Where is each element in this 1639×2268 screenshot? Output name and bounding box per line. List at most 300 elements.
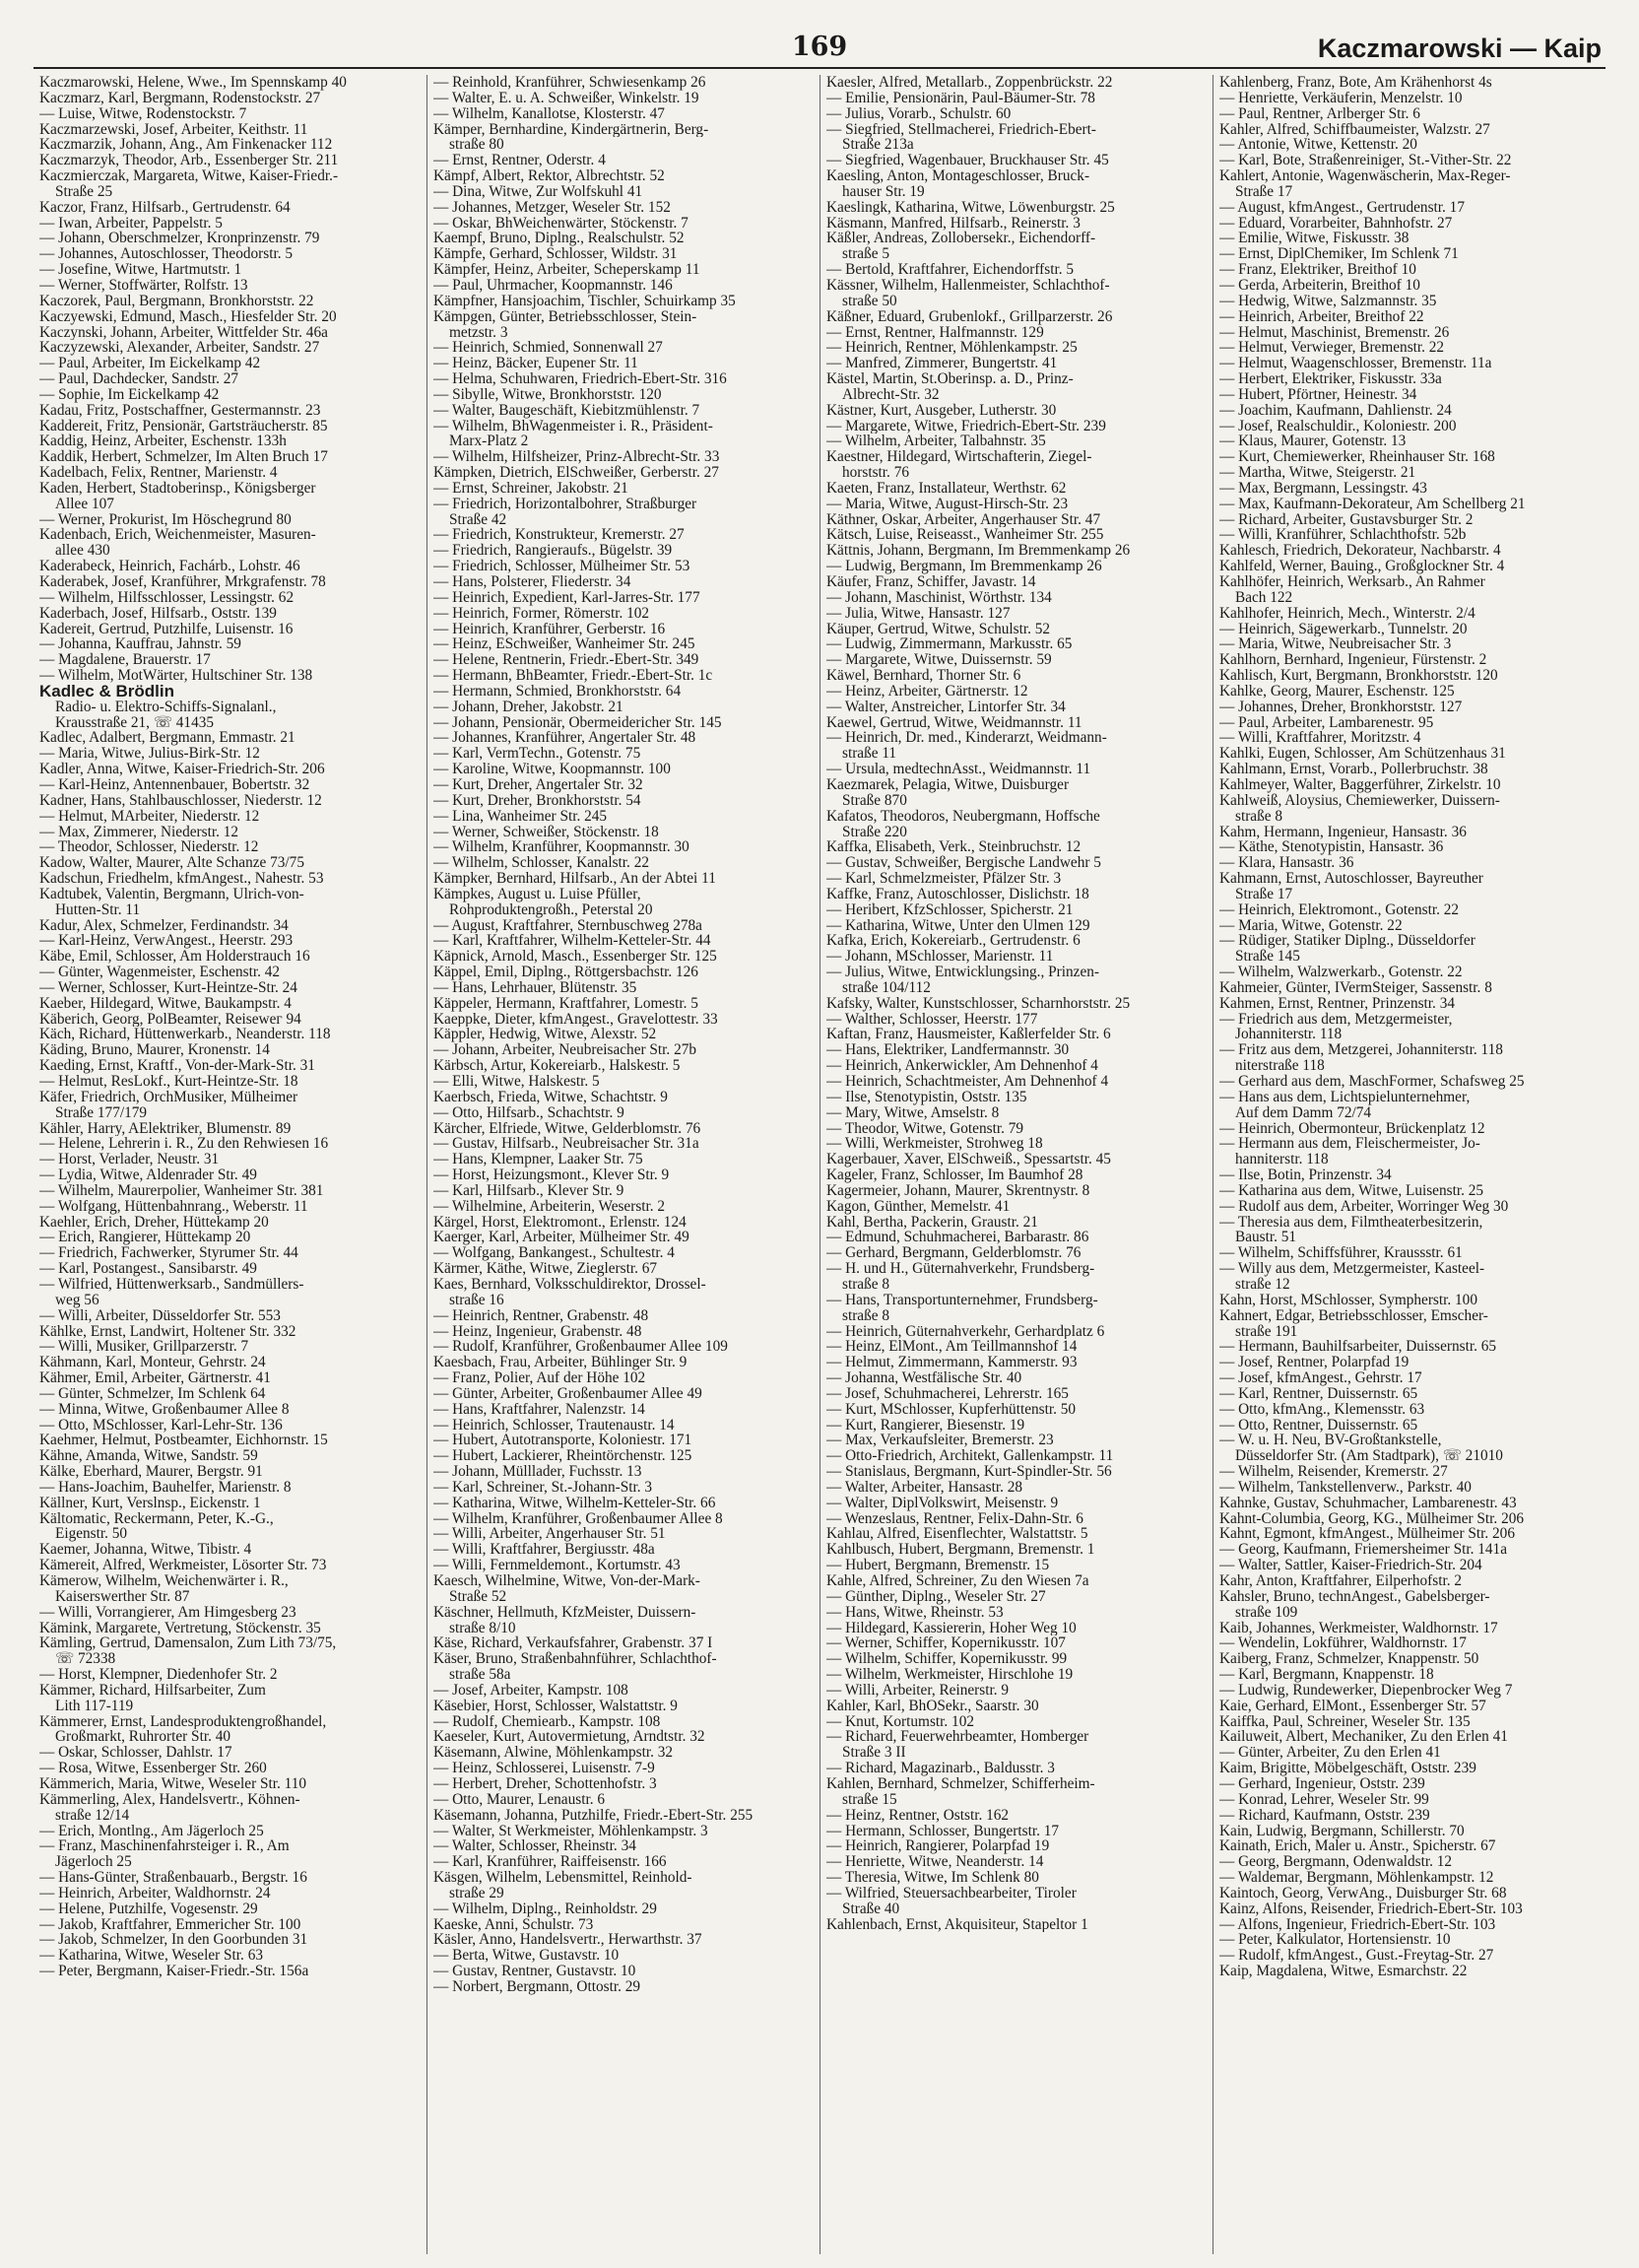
directory-entry-line: — Jakob, Schmelzer, In den Goorbunden 31 <box>39 1932 308 1949</box>
directory-entry-line: — Heinrich, Arbeiter, Breithof 22 <box>1219 308 1424 325</box>
directory-entry-line: — Norbert, Bergmann, Ottostr. 29 <box>433 1978 641 1995</box>
directory-entry-line: — Heinrich, Expedient, Karl-Jarres-Str. 177 <box>433 589 700 606</box>
directory-entry-line: — Paul, Arbeiter, Lambarenestr. 95 <box>1219 714 1434 731</box>
directory-entry-line: — Wilhelm, Schiffer, Kopernikusstr. 99 <box>826 1651 1068 1668</box>
directory-entry-line: — Wilhelm, Maurerpolier, Wanheimer Str. 381 <box>39 1182 324 1199</box>
directory-entry-line: — Kurt, MSchlosser, Kupferhüttenstr. 50 <box>826 1401 1077 1418</box>
directory-entry-line: — Johannes, Autoschlosser, Theodorstr. 5 <box>39 246 294 263</box>
directory-entry-line: — Walter, Schlosser, Rheinstr. 34 <box>433 1838 636 1855</box>
directory-entry-line: — Heinrich, Ankerwickler, Am Dehnenhof 4 <box>826 1058 1098 1074</box>
directory-entry-line: Kahmann, Ernst, Autoschlosser, Bayreuther <box>1219 871 1483 887</box>
directory-entry-line: Kaehler, Erich, Dreher, Hüttekamp 20 <box>39 1214 269 1231</box>
directory-entry-line: — Gerda, Arbeiterin, Breithof 10 <box>1219 277 1420 294</box>
directory-entry-line: straße 29 <box>449 1885 504 1901</box>
directory-entry-line: — Berta, Witwe, Gustavstr. 10 <box>433 1948 620 1965</box>
directory-entry-line: Kaestner, Hildegard, Wirtschafterin, Ziegel- <box>826 449 1092 466</box>
directory-entry-line: — Hans, Polsterer, Fliederstr. 34 <box>433 574 631 590</box>
directory-entry-line: Bach 122 <box>1235 589 1293 606</box>
directory-entry-line: Allee 107 <box>55 496 114 512</box>
directory-entry-line: straße 50 <box>842 293 897 309</box>
directory-entry-line: — Josef, Realschuldir., Koloniestr. 200 <box>1219 418 1457 434</box>
directory-entry-line: — Heinrich, Arbeiter, Waldhornstr. 24 <box>39 1885 271 1901</box>
directory-entry-line: Kaesling, Anton, Montageschlosser, Bruck- <box>826 168 1090 184</box>
directory-entry-line: Kahlki, Eugen, Schlosser, Am Schützenhaus 31 <box>1219 746 1506 763</box>
directory-entry-line: Kafatos, Theodoros, Neubergmann, Hoffsche <box>826 808 1100 825</box>
directory-entry-line: — Emilie, Pensionärin, Paul-Bäumer-Str. 78 <box>826 90 1095 106</box>
directory-entry-line: — Reinhold, Kranführer, Schwiesenkamp 26 <box>433 75 706 91</box>
directory-entry-line: Kaiffka, Paul, Schreiner, Weseler Str. 135 <box>1219 1713 1471 1730</box>
directory-entry-line: — W. u. H. Neu, BV-Großtankstelle, <box>1219 1433 1442 1449</box>
directory-entry-line: straße 8 <box>1235 808 1282 825</box>
directory-entry-line: — Heinrich, Dr. med., Kinderarzt, Weidmann- <box>826 730 1107 747</box>
directory-entry-line: — Walter, Sattler, Kaiser-Friedrich-Str. 204 <box>1219 1558 1482 1573</box>
directory-entry-line: Kagerbauer, Xaver, ElSchweiß., Spessartstr. 45 <box>826 1152 1111 1168</box>
directory-entry-line: — Richard, Arbeiter, Gustavsburger Str. 2 <box>1219 511 1474 528</box>
directory-entry-line: — Karl, Kranführer, Raiffeisenstr. 166 <box>433 1854 667 1871</box>
directory-entry-line: Kähmer, Emil, Arbeiter, Gärtnerstr. 41 <box>39 1370 271 1386</box>
directory-entry-line: — Margarete, Witwe, Friedrich-Ebert-Str. 239 <box>826 418 1106 434</box>
directory-entry-line: Kaip, Magdalena, Witwe, Esmarchstr. 22 <box>1219 1964 1468 1979</box>
directory-entry-line: — Karl, Postangest., Sansibarstr. 49 <box>39 1261 257 1277</box>
directory-entry-line: Kaintoch, Georg, VerwAng., Duisburger Str. 68 <box>1219 1885 1507 1901</box>
directory-entry-line: — Oskar, BhWeichenwärter, Stöckenstr. 7 <box>433 215 688 232</box>
directory-entry-line: Käwel, Bernhard, Thorner Str. 6 <box>826 668 1021 684</box>
directory-entry-line: — Heinrich, Schlosser, Trautenaustr. 14 <box>433 1417 675 1434</box>
directory-entry-line: Krausstraße 21, ☏ 41435 <box>55 714 215 731</box>
directory-entry-line: — Rosa, Witwe, Essenberger Str. 260 <box>39 1761 267 1776</box>
directory-entry-line: — Josef, Schuhmacherei, Lehrerstr. 165 <box>826 1385 1069 1402</box>
directory-entry-line: Kahnert, Edgar, Betriebsschlosser, Emscher- <box>1219 1307 1488 1324</box>
directory-entry-line: — Wilhelm, Hilfsschlosser, Lessingstr. 62 <box>39 589 295 606</box>
directory-entry-line: Kadner, Hans, Stahlbauschlosser, Niederstr. 12 <box>39 792 322 809</box>
directory-entry-line: Baustr. 51 <box>1235 1230 1297 1246</box>
directory-entry-line: Kadlec, Adalbert, Bergmann, Emmastr. 21 <box>39 730 295 747</box>
directory-entry-line: Kahmen, Ernst, Rentner, Prinzenstr. 34 <box>1219 995 1455 1012</box>
directory-entry-line: Kahlen, Bernhard, Schmelzer, Schifferheim- <box>826 1775 1095 1792</box>
directory-entry-line: Kahlweiß, Aloysius, Chemiewerker, Duissern- <box>1219 792 1500 809</box>
directory-entry-line: Kahlert, Antonie, Wagenwäscherin, Max-Reger- <box>1219 168 1511 184</box>
directory-entry-line: Straße 17 <box>1235 183 1293 200</box>
directory-entry-line: Käschner, Hellmuth, KfzMeister, Duissern- <box>433 1604 696 1621</box>
directory-entry-line: Kadler, Anna, Witwe, Kaiser-Friedrich-Str. 206 <box>39 762 325 777</box>
directory-entry-line: Kadau, Fritz, Postschaffner, Gestermannstr. 23 <box>39 402 321 419</box>
directory-entry-line: Kaeseler, Kurt, Autovermietung, Arndtstr. 32 <box>433 1729 705 1746</box>
directory-entry-line: Kaczmarzyk, Theodor, Arb., Essenberger Str. 211 <box>39 153 339 169</box>
directory-entry-line: — Günther, Diplng., Weseler Str. 27 <box>826 1588 1046 1605</box>
directory-entry-line: Kämereit, Alfred, Werkmeister, Lösorter Str. 73 <box>39 1558 327 1573</box>
directory-entry-line: — Helmut, Maschinist, Bremenstr. 26 <box>1219 324 1450 341</box>
directory-entry-line: Kästner, Kurt, Ausgeber, Lutherstr. 30 <box>826 402 1057 419</box>
directory-entry-line: Käsemann, Johanna, Putzhilfe, Friedr.-Ebert-Str. 255 <box>433 1807 754 1824</box>
directory-entry-line: — Friedrich, Rangieraufs., Bügelstr. 39 <box>433 543 673 560</box>
directory-entry-line: — Paul, Arbeiter, Im Eickelkamp 42 <box>39 356 261 372</box>
directory-entry-line: — Helene, Lehrerin i. R., Zu den Rehwiesen 16 <box>39 1136 329 1153</box>
directory-entry-line: — Heinrich, Sägewerkarb., Tunnelstr. 20 <box>1219 621 1468 637</box>
directory-entry-line: Straße 213a <box>842 137 914 154</box>
directory-entry-line: Kaderabek, Josef, Kranführer, Mrkgrafenstr. 78 <box>39 574 326 590</box>
directory-entry-line: straße 58a <box>449 1667 511 1683</box>
directory-entry-line: — Ernst, Rentner, Oderstr. 4 <box>433 153 606 169</box>
directory-entry-line: — Maria, Witwe, August-Hirsch-Str. 23 <box>826 496 1069 512</box>
directory-entry-line: Käuper, Gertrud, Witwe, Schulstr. 52 <box>826 621 1051 637</box>
directory-entry-line: — Wilhelm, Schiffsführer, Kraussstr. 61 <box>1219 1245 1463 1262</box>
directory-entry-line: Kadelbach, Felix, Rentner, Marienstr. 4 <box>39 465 278 481</box>
directory-entry-line: — Johann, Oberschmelzer, Kronprinzenstr. 79 <box>39 231 320 247</box>
directory-entry-line: — Willi, Kraftfahrer, Bergiusstr. 48a <box>433 1542 655 1559</box>
directory-entry-line: straße 104/112 <box>842 979 931 996</box>
directory-entry-line: — Helene, Rentnerin, Friedr.-Ebert-Str. 349 <box>433 652 699 669</box>
directory-entry-line: — Sophie, Im Eickelkamp 42 <box>39 386 220 403</box>
directory-entry-line: Kadenbach, Erich, Weichenmeister, Masuren- <box>39 527 316 544</box>
directory-entry-line: Straße 870 <box>842 792 907 809</box>
directory-entry-line: Kadereit, Gertrud, Putzhilfe, Luisenstr. 16 <box>39 621 294 637</box>
column-4 <box>1213 75 1606 2254</box>
directory-entry-line: Kahlhofer, Heinrich, Mech., Winterstr. 2/4 <box>1219 605 1475 622</box>
directory-entry-line: — Hubert, Pförtner, Heinestr. 34 <box>1219 386 1417 403</box>
directory-entry-line: Kaderabeck, Heinrich, Fachárb., Lohstr. 46 <box>39 559 300 574</box>
directory-entry-line: — Elli, Witwe, Halskestr. 5 <box>433 1074 600 1090</box>
directory-entry-line: — Hans aus dem, Lichtspielunternehmer, <box>1219 1089 1471 1105</box>
directory-entry-line: Kahnt-Columbia, Georg, KG., Mülheimer Str. 206 <box>1219 1510 1525 1527</box>
directory-entry-line: — Heinz, Ingenieur, Grabenstr. 48 <box>433 1323 642 1340</box>
directory-entry-line: Straße 17 <box>1235 886 1293 902</box>
directory-entry-line: Kämpken, Dietrich, ElSchweißer, Gerberstr. 27 <box>433 465 719 481</box>
directory-entry-line: — Günter, Arbeiter, Zu den Erlen 41 <box>1219 1745 1441 1762</box>
directory-entry-line: Kaerger, Karl, Arbeiter, Mülheimer Str. 49 <box>433 1230 689 1246</box>
directory-entry-line: — Karoline, Witwe, Koopmannstr. 100 <box>433 762 671 777</box>
directory-entry-line: Kaeppke, Dieter, kfmAngest., Gravelottestr. 33 <box>433 1011 718 1028</box>
directory-entry-line: Kaczorek, Paul, Bergmann, Bronkhorststr. 22 <box>39 293 314 309</box>
directory-entry-line: Käthner, Oskar, Arbeiter, Angerhauser Str. 47 <box>826 511 1101 528</box>
directory-entry-line: — Max, Kaufmann-Dekorateur, Am Schellberg 21 <box>1219 496 1526 512</box>
directory-entry-line: — Heinrich, Rentner, Möhlenkampstr. 25 <box>826 340 1078 357</box>
directory-entry-line: Kämerow, Wilhelm, Weichenwärter i. R., <box>39 1573 289 1589</box>
directory-entry-line: — Ernst, DiplChemiker, Im Schlenk 71 <box>1219 246 1459 263</box>
directory-entry-line: — Hermann aus dem, Fleischermeister, Jo- <box>1219 1136 1480 1153</box>
directory-entry-line: — Walther, Schlosser, Heerstr. 177 <box>826 1011 1038 1028</box>
directory-entry-line: Kadtubek, Valentin, Bergmann, Ulrich-von- <box>39 886 304 902</box>
directory-entry-line: Kaesbach, Frau, Arbeiter, Bühlinger Str. 9 <box>433 1355 688 1371</box>
column-3 <box>820 75 1213 2254</box>
directory-entry-line: — Ilse, Botin, Prinzenstr. 34 <box>1219 1167 1392 1183</box>
directory-entry-line: straße 109 <box>1235 1604 1298 1621</box>
directory-entry-line: Kaes, Bernhard, Volksschuldirektor, Drossel- <box>433 1276 706 1293</box>
directory-entry-line: — Gerhard aus dem, MaschFormer, Schafsweg 25 <box>1219 1074 1525 1090</box>
directory-entry-line: — Max, Zimmerer, Niederstr. 12 <box>39 824 239 840</box>
directory-entry-line: Kadschun, Friedhelm, kfmAngest., Nahestr. 53 <box>39 871 324 887</box>
page-number: 169 <box>791 32 848 62</box>
directory-entry-line: Kaczmarzik, Johann, Ang., Am Finkenacker 112 <box>39 137 333 154</box>
directory-entry-line: — Katharina, Witwe, Wilhelm-Ketteler-Str. 66 <box>433 1495 716 1511</box>
directory-entry-line: Kaczmierczak, Margareta, Witwe, Kaiser-Friedr.- <box>39 168 339 184</box>
directory-entry-line: Johanniterstr. 118 <box>1235 1027 1343 1043</box>
directory-entry-line: — Otto, MSchlosser, Karl-Lehr-Str. 136 <box>39 1417 283 1434</box>
directory-entry-line: — Walter, DiplVolkswirt, Meisenstr. 9 <box>826 1495 1059 1511</box>
directory-entry-line: — Helene, Putzhilfe, Vogesenstr. 29 <box>39 1901 258 1917</box>
directory-entry-line: Kaeslingk, Katharina, Witwe, Löwenburgstr. 25 <box>826 199 1115 216</box>
directory-entry-line: Käppel, Emil, Diplng., Röttgersbachstr. 126 <box>433 965 698 980</box>
directory-entry-line: Kagermeier, Johann, Maurer, Skrentnystr. 8 <box>826 1182 1090 1199</box>
directory-entry-line: Kaczmarz, Karl, Bergmann, Rodenstockstr. 27 <box>39 90 321 106</box>
directory-entry-line: — Johann, MSchlosser, Marienstr. 11 <box>826 949 1054 966</box>
directory-entry-line: Kättnis, Johann, Bergmann, Im Bremmenkamp 26 <box>826 543 1131 560</box>
directory-entry-line: Kahlisch, Kurt, Bergmann, Bronkhorststr. 120 <box>1219 668 1498 684</box>
directory-entry-line: — Helma, Schuhwaren, Friedrich-Ebert-Str. 316 <box>433 371 727 387</box>
directory-entry-line: — Rudolf, Kranführer, Großenbaumer Allee 109 <box>433 1339 728 1356</box>
directory-entry-line: — Franz, Elektriker, Breithof 10 <box>1219 262 1416 278</box>
directory-entry-line: Kämper, Bernhardine, Kindergärtnerin, Berg- <box>433 121 709 138</box>
directory-entry-line: Düsseldorfer Str. (Am Stadtpark), ☏ 21010 <box>1235 1448 1503 1465</box>
directory-entry-line: — Martha, Witwe, Steigerstr. 21 <box>1219 465 1416 481</box>
column-2 <box>426 75 820 2254</box>
directory-entry-line: Straße 40 <box>842 1901 900 1917</box>
directory-entry-line: Kahlau, Alfred, Eisenflechter, Walstattstr. 5 <box>826 1526 1088 1543</box>
directory-entry-line: — Kurt, Dreher, Angertaler Str. 32 <box>433 776 643 793</box>
directory-entry-line: Kaczor, Franz, Hilfsarb., Gertrudenstr. 64 <box>39 199 291 216</box>
directory-entry-line: — Erich, Rangierer, Hüttekamp 20 <box>39 1230 251 1246</box>
directory-entry-line: — Johanna, Westfälische Str. 40 <box>826 1370 1022 1386</box>
directory-entry-line: straße 12 <box>1235 1276 1290 1293</box>
directory-entry-line: — Heinz, Arbeiter, Gärtnerstr. 12 <box>826 683 1028 700</box>
directory-entry-line: — Wendelin, Lokführer, Waldhornstr. 17 <box>1219 1635 1467 1652</box>
directory-entry-line: Käbe, Emil, Schlosser, Am Holderstrauch 16 <box>39 949 310 966</box>
directory-entry-line: — Margarete, Witwe, Duissernstr. 59 <box>826 652 1052 669</box>
directory-entry-line: — Heinrich, Güternahverkehr, Gerhardplatz 6 <box>826 1323 1105 1340</box>
directory-entry-line: Kahl, Bertha, Packerin, Graustr. 21 <box>826 1214 1038 1231</box>
directory-entry-line: Käufer, Franz, Schiffer, Javastr. 14 <box>826 574 1036 590</box>
directory-entry-line: Kahlhöfer, Heinrich, Werksarb., An Rahmer <box>1219 574 1485 590</box>
directory-entry-line: Kaewel, Gertrud, Witwe, Weidmannstr. 11 <box>826 714 1082 731</box>
directory-entry-line: — Knut, Kortumstr. 102 <box>826 1713 974 1730</box>
directory-entry-line: — Friedrich, Fachwerker, Styrumer Str. 44 <box>39 1245 298 1262</box>
directory-entry-line: Kählke, Ernst, Landwirt, Holtener Str. 332 <box>39 1323 296 1340</box>
directory-entry-line: — Julia, Witwe, Hansastr. 127 <box>826 605 1011 622</box>
directory-entry-line: — Gustav, Schweißer, Bergische Landwehr 5 <box>826 855 1101 872</box>
directory-entry-line: — Theresia, Witwe, Im Schlenk 80 <box>826 1870 1039 1886</box>
directory-entry-line: — Maria, Witwe, Julius-Birk-Str. 12 <box>39 746 260 763</box>
directory-entry-line: — Wolfgang, Bankangest., Schultestr. 4 <box>433 1245 675 1262</box>
directory-entry-line: — Willi, Musiker, Grillparzerstr. 7 <box>39 1339 249 1356</box>
directory-entry-line: — Ilse, Stenotypistin, Oststr. 135 <box>826 1089 1027 1105</box>
directory-entry-line: Käsebier, Horst, Schlosser, Walstattstr. 9 <box>433 1698 678 1714</box>
directory-entry-line: Kaffka, Elisabeth, Verk., Steinbruchstr. 12 <box>826 839 1082 856</box>
directory-entry-line: straße 12/14 <box>55 1807 130 1824</box>
directory-entry-line: — Josef, Arbeiter, Kampstr. 108 <box>433 1682 628 1699</box>
directory-entry-line: Kahlfeld, Werner, Bauing., Großglockner Str. 4 <box>1219 559 1505 574</box>
directory-entry-line: Kähne, Amanda, Witwe, Sandstr. 59 <box>39 1448 258 1465</box>
directory-entry-line: Kaib, Johannes, Werkmeister, Waldhornstr. 17 <box>1219 1620 1498 1636</box>
directory-entry-line: straße 5 <box>842 246 889 263</box>
directory-entry-line: — Katharina, Witwe, Unter den Ulmen 129 <box>826 917 1090 934</box>
directory-entry-line: — Johannes, Metzger, Weseler Str. 152 <box>433 199 671 216</box>
directory-entry-line: Kaiberg, Franz, Schmelzer, Knappenstr. 50 <box>1219 1651 1479 1668</box>
directory-entry-line: — Otto, kfmAng., Klemensstr. 63 <box>1219 1401 1425 1418</box>
directory-entry-line: Radio- u. Elektro-Schiffs-Signalanl., <box>55 699 277 715</box>
directory-entry-line: — Günter, Arbeiter, Großenbaumer Allee 49 <box>433 1385 702 1402</box>
directory-entry-line: — Max, Bergmann, Lessingstr. 43 <box>1219 480 1427 497</box>
directory-entry-line: — Josef, Rentner, Polarpfad 19 <box>1219 1355 1410 1371</box>
directory-entry-line: — Peter, Bergmann, Kaiser-Friedr.-Str. 156a <box>39 1964 309 1979</box>
directory-entry-line: — Willi, Kranführer, Schlachthofstr. 52b <box>1219 527 1467 544</box>
directory-entry-line: — Theodor, Witwe, Gotenstr. 79 <box>826 1120 1024 1137</box>
directory-entry-line: weg 56 <box>55 1292 99 1308</box>
directory-entry-line: — Karl, Rentner, Duissernstr. 65 <box>1219 1385 1418 1402</box>
directory-entry-line: — Walter, E. u. A. Schweißer, Winkelstr. 19 <box>433 90 699 106</box>
directory-entry-line: — Bertold, Kraftfahrer, Eichendorffstr. 5 <box>826 262 1074 278</box>
directory-entry-line: — Klaus, Maurer, Gotenstr. 13 <box>1219 434 1407 450</box>
directory-entry-line: — Otto, Maurer, Lenaustr. 6 <box>433 1791 605 1808</box>
directory-entry-line: — Willi, Kraftfahrer, Moritzstr. 4 <box>1219 730 1421 747</box>
directory-entry-line: Marx-Platz 2 <box>449 434 529 450</box>
directory-entry-line: Käser, Bruno, Straßenbahnführer, Schlachthof- <box>433 1651 717 1668</box>
directory-entry-line: — Horst, Klempner, Diedenhofer Str. 2 <box>39 1667 278 1683</box>
directory-entry-line: Straße 3 II <box>842 1745 906 1762</box>
directory-entry-line: — Richard, Feuerwehrbeamter, Homberger <box>826 1729 1089 1746</box>
directory-entry-line: — Mary, Witwe, Amselstr. 8 <box>826 1104 1000 1121</box>
directory-entry-line: Kaerbsch, Frieda, Witwe, Schachtstr. 9 <box>433 1089 668 1105</box>
directory-entry-line: Kahlmann, Ernst, Vorarb., Pollerbruchstr. 38 <box>1219 762 1488 777</box>
directory-entry-line: Kämpgen, Günter, Betriebsschlosser, Stein- <box>433 308 697 325</box>
directory-entry-line: Kahlbusch, Hubert, Bergmann, Bremenstr. 1 <box>826 1542 1095 1559</box>
directory-entry-line: — Rudolf, kfmAngest., Gust.-Freytag-Str. 27 <box>1219 1948 1494 1965</box>
directory-entry-line: — Friedrich, Schlosser, Mülheimer Str. 53 <box>433 559 690 574</box>
directory-entry-line: — Waldemar, Bergmann, Möhlenkampstr. 12 <box>1219 1870 1494 1886</box>
directory-entry-line: Kainath, Erich, Maler u. Anstr., Spicherstr. 67 <box>1219 1838 1496 1855</box>
directory-entry-line: — Heinz, ElMont., Am Teillmannshof 14 <box>826 1339 1078 1356</box>
directory-entry-line: — Günter, Schmelzer, Im Schlenk 64 <box>39 1385 266 1402</box>
directory-entry-line: — Siegfried, Stellmacherei, Friedrich-Ebert- <box>826 121 1096 138</box>
directory-entry-line: Jägerloch 25 <box>55 1854 132 1871</box>
directory-entry-line: straße 191 <box>1235 1323 1298 1340</box>
directory-entry-line: — Hubert, Lackierer, Rheintörchenstr. 125 <box>433 1448 692 1465</box>
directory-entry-line: — Kurt, Rangierer, Biesenstr. 19 <box>826 1417 1025 1434</box>
directory-entry-line: Kaddereit, Fritz, Pensionär, Gartsträucherstr. 85 <box>39 418 328 434</box>
directory-entry-line: Kaczyzewski, Alexander, Arbeiter, Sandstr. 27 <box>39 340 320 357</box>
directory-entry-line: Kärbsch, Artur, Kokereiarb., Halskestr. 5 <box>433 1058 681 1074</box>
directory-entry-line: Käch, Richard, Hüttenwerkarb., Neanderstr. 118 <box>39 1027 331 1043</box>
running-head: Kaczmarowski — Kaip <box>1317 33 1602 63</box>
directory-entry-line: — Heinrich, Kranführer, Gerberstr. 16 <box>433 621 666 637</box>
directory-entry-line: — Willi, Werkmeister, Strohweg 18 <box>826 1136 1043 1153</box>
directory-entry-line: — Gustav, Rentner, Gustavstr. 10 <box>433 1964 636 1979</box>
directory-entry-line: Kämmerer, Ernst, Landesproduktengroßhandel, <box>39 1713 327 1730</box>
directory-entry-line: Kahm, Hermann, Ingenieur, Hansastr. 36 <box>1219 824 1467 840</box>
directory-entry-line: — Heinrich, Rangierer, Polarpfad 19 <box>826 1838 1050 1855</box>
directory-entry-line: — Peter, Kalkulator, Hortensienstr. 10 <box>1219 1932 1451 1949</box>
directory-entry-line: — Ludwig, Rundewerker, Diepenbrocker Weg 7 <box>1219 1682 1513 1699</box>
directory-entry-line: — Karl, Schreiner, St.-Johann-Str. 3 <box>433 1479 653 1496</box>
directory-entry-line: Kärcher, Elfriede, Witwe, Gelderblomstr. 76 <box>433 1120 701 1137</box>
directory-entry-line: — Gerhard, Bergmann, Gelderblomstr. 76 <box>826 1245 1082 1262</box>
directory-entry-line: — Otto-Friedrich, Architekt, Gallenkampstr. 11 <box>826 1448 1114 1465</box>
directory-entry-line: — Wilhelm, Arbeiter, Talbahnstr. 35 <box>826 434 1046 450</box>
directory-entry-line: — Emilie, Witwe, Fiskusstr. 38 <box>1219 231 1410 247</box>
directory-entry-line: — Hans, Klempner, Laaker Str. 75 <box>433 1152 643 1168</box>
directory-entry-line: Käppeler, Hermann, Kraftfahrer, Lomestr. 5 <box>433 995 698 1012</box>
directory-entry-line: Käsemann, Alwine, Möhlenkampstr. 32 <box>433 1745 674 1762</box>
directory-entry-line: Kaeten, Franz, Installateur, Werthstr. 62 <box>826 480 1067 497</box>
directory-entry-line: — Rudolf aus dem, Arbeiter, Worringer Weg 30 <box>1219 1198 1509 1215</box>
directory-entry-line: — Eduard, Vorarbeiter, Bahnhofstr. 27 <box>1219 215 1453 232</box>
directory-entry-line: — Paul, Rentner, Arlberger Str. 6 <box>1219 105 1420 122</box>
directory-entry-line: — Heinrich, Former, Römerstr. 102 <box>433 605 650 622</box>
directory-entry-line: Kämpker, Bernhard, Hilfsarb., An der Abtei 11 <box>433 871 716 887</box>
directory-entry-line: — Werner, Schlosser, Kurt-Heintze-Str. 24 <box>39 979 297 996</box>
directory-entry-line: — Wilhelm, Tankstellenverw., Parkstr. 40 <box>1219 1479 1472 1496</box>
directory-entry-line: horststr. 76 <box>842 465 909 481</box>
directory-entry-line: — Hans, Kraftfahrer, Nalenzstr. 14 <box>433 1401 645 1418</box>
directory-entry-line: — Horst, Verlader, Neustr. 31 <box>39 1152 220 1168</box>
directory-entry-line: Straße 145 <box>1235 949 1300 966</box>
directory-entry-line: Käpnick, Arnold, Masch., Essenberger Str. 125 <box>433 949 717 966</box>
directory-entry-line: — Max, Verkaufsleiter, Bremerstr. 23 <box>826 1433 1054 1449</box>
directory-entry-line: — Kurt, Dreher, Bronkhorststr. 54 <box>433 792 641 809</box>
directory-entry-line: — Heinrich, Rentner, Grabenstr. 48 <box>433 1307 649 1324</box>
directory-entry-line: Kahsler, Bruno, technAngest., Gabelsberger- <box>1219 1588 1490 1605</box>
directory-entry-line: — Heribert, KfzSchlosser, Spicherstr. 21 <box>826 901 1074 918</box>
directory-entry-line: — Heinrich, Schachtmeister, Am Dehnenhof 4 <box>826 1074 1109 1090</box>
directory-entry-line: — Wilhelm, Werkmeister, Hirschlohe 19 <box>826 1667 1074 1683</box>
directory-entry-line: Käse, Richard, Verkaufsfahrer, Grabenstr. 37 I <box>433 1635 713 1652</box>
directory-entry-line: — Erich, Montlng., Am Jägerloch 25 <box>39 1823 264 1839</box>
directory-entry-line: — Johann, Dreher, Jakobstr. 21 <box>433 699 623 715</box>
directory-entry-line: — Karl, Schmelzmeister, Pfälzer Str. 3 <box>826 871 1062 887</box>
directory-entry-line: — Willi, Vorrangierer, Am Himgesberg 23 <box>39 1604 296 1621</box>
directory-entry-line: Kässner, Wilhelm, Hallenmeister, Schlachthof- <box>826 277 1110 294</box>
directory-entry-line: — Henriette, Witwe, Neanderstr. 14 <box>826 1854 1044 1871</box>
directory-entry-line: — Alfons, Ingenieur, Friedrich-Ebert-Str. 103 <box>1219 1916 1496 1933</box>
directory-entry-line: — Siegfried, Wagenbauer, Bruckhauser Str. 45 <box>826 153 1109 169</box>
directory-entry-line: — Katharina aus dem, Witwe, Luisenstr. 25 <box>1219 1182 1484 1199</box>
directory-entry-line: — Julius, Witwe, Entwicklungsing., Prinzen- <box>826 965 1099 980</box>
directory-entry-line: Kaderbach, Josef, Hilfsarb., Oststr. 139 <box>39 605 277 622</box>
directory-entry-line: Kaffke, Franz, Autoschlosser, Dislichstr. 18 <box>826 886 1089 902</box>
directory-entry-line: Rohproduktengroßh., Peterstal 20 <box>449 901 653 918</box>
directory-entry-line: — Werner, Schweißer, Stöckenstr. 18 <box>433 824 659 840</box>
directory-entry-line: Kaim, Brigitte, Möbelgeschäft, Oststr. 239 <box>1219 1761 1476 1776</box>
directory-entry-line: — Willi, Arbeiter, Angerhauser Str. 51 <box>433 1526 666 1543</box>
directory-entry-line: — Gustav, Hilfsarb., Neubreisacher Str. 31a <box>433 1136 699 1153</box>
directory-entry-line: — Heinz, Rentner, Oststr. 162 <box>826 1807 1010 1824</box>
directory-entry-line: — Manfred, Zimmerer, Bungertstr. 41 <box>826 356 1058 372</box>
directory-entry-line: Kadow, Walter, Maurer, Alte Schanze 73/75 <box>39 855 304 872</box>
directory-entry-line: straße 8/10 <box>449 1620 516 1636</box>
column-1 <box>33 75 426 2254</box>
directory-entry-line: — Wilhelm, Kranführer, Koopmannstr. 30 <box>433 839 689 856</box>
directory-entry-line: — Willy aus dem, Metzgermeister, Kasteel- <box>1219 1261 1485 1277</box>
directory-entry-line: Käßler, Andreas, Zollobersekr., Eichendorff- <box>826 231 1096 247</box>
directory-entry-line: — Ludwig, Bergmann, Im Bremmenkamp 26 <box>826 559 1102 574</box>
directory-entry-line: — Hubert, Autotransporte, Koloniestr. 171 <box>433 1433 692 1449</box>
directory-entry-line: — Günter, Wagenmeister, Eschenstr. 42 <box>39 965 281 980</box>
directory-entry-line: Kämpfner, Hansjoachim, Tischler, Schuirkamp 35 <box>433 293 736 309</box>
directory-entry-line: Kain, Ludwig, Bergmann, Schillerstr. 70 <box>1219 1823 1465 1839</box>
directory-entry-line: — Maria, Witwe, Neubreisacher Str. 3 <box>1219 636 1452 653</box>
directory-entry-line: — Karl, Hilfsarb., Klever Str. 9 <box>433 1182 624 1199</box>
directory-entry-line: Kaehmer, Helmut, Postbeamter, Eichhornstr. 15 <box>39 1433 328 1449</box>
directory-entry-line: — Gerhard, Ingenieur, Oststr. 239 <box>1219 1775 1425 1792</box>
directory-entry-line: — Helmut, ResLokf., Kurt-Heintze-Str. 18 <box>39 1074 298 1090</box>
directory-entry-line: — Horst, Heizungsmont., Klever Str. 9 <box>433 1167 670 1183</box>
directory-entry-line: Albrecht-Str. 32 <box>842 386 940 403</box>
directory-entry-line: — Hermann, Schmied, Bronkhorststr. 64 <box>433 683 682 700</box>
directory-entry-line: Kahmeier, Günter, IVermSteiger, Sassenstr. 8 <box>1219 979 1492 996</box>
directory-entry-line: — Wilhelmine, Arbeiterin, Weserstr. 2 <box>433 1198 666 1215</box>
directory-entry-line: — Wilhelm, Diplng., Reinholdstr. 29 <box>433 1901 657 1917</box>
directory-entry-line: — Dina, Witwe, Zur Wolfskuhl 41 <box>433 183 643 200</box>
directory-entry-line: — Franz, Polier, Auf der Höhe 102 <box>433 1370 646 1386</box>
directory-entry-line: Kaeske, Anni, Schulstr. 73 <box>433 1916 594 1933</box>
